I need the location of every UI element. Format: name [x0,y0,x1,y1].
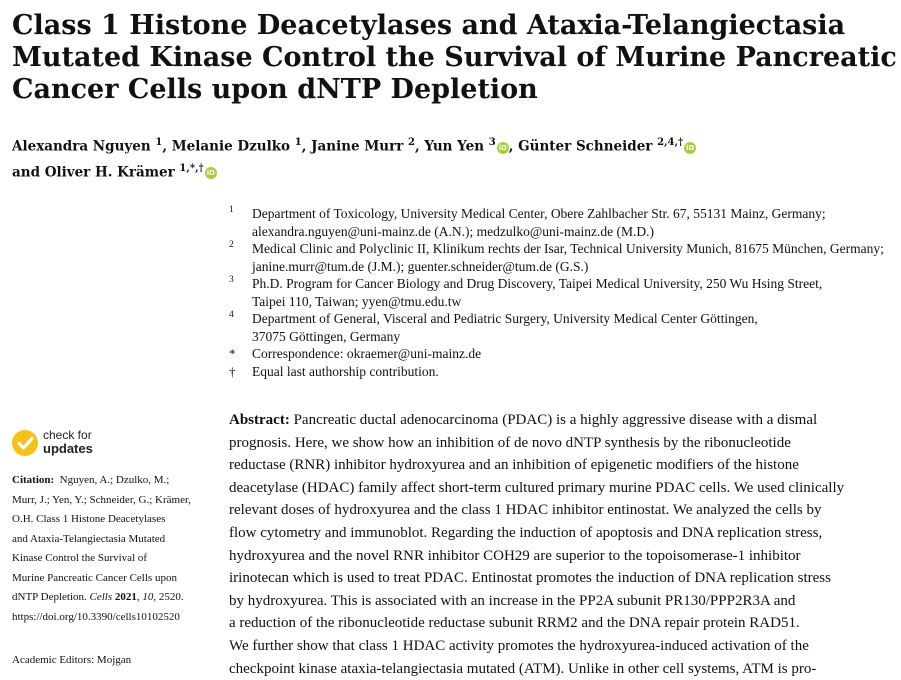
article-title [12,10,897,106]
abstract-line: We further show that class 1 HDAC activity promotes the hydroxyurea-induced activation of the [229,637,809,654]
affiliation-text[interactable]: Taipei 110, Taiwan; yyen@tmu.edu.tw [252,293,462,309]
check-updates-line2: updates [43,441,93,456]
citation-line: and Ataxia-Telangiectasia Mutated [12,532,166,545]
affiliation-text: Department of General, Visceral and Pediatric Surgery, University Medical Center Göttingen, [252,311,758,326]
abstract-section [229,409,894,680]
author-name[interactable]: Yun Yen [424,138,485,155]
abstract-line: checkpoint kinase ataxia-telangiectasia mutated (ATM). Unlike in other cell systems, ATM is pro- [229,660,817,677]
affiliation-marker: 4 [229,310,234,320]
citation-text: Nguyen, A.; Dzulko, M.; [59,474,170,486]
abstract-line: by hydroxyurea. This is associated with an increase in the PP2A subunit PR130/PPP2R3A and [229,592,796,609]
affiliation-item [229,275,894,310]
citation-line: Murine Pancreatic Cancer Cells upon [12,571,177,584]
affiliation-text[interactable]: janine.murr@tum.de (J.M.); guenter.schneider@tum.de (G.S.) [252,258,589,274]
author-name[interactable]: Alexandra Nguyen [12,138,151,155]
citation-line: O.H. Class 1 Histone Deacetylases [12,513,166,525]
author-affiliation-sup: 3 [488,137,496,148]
affiliation-item [229,205,894,240]
author-name[interactable]: Janine Murr [311,138,404,155]
affiliation-text: 37075 Göttingen, Germany [252,328,401,344]
citation-year: 2021 [114,591,137,603]
abstract-line: deacetylase (HDAC) family affect short-term cultured primary murine PDAC cells. We used clinically [229,479,845,496]
orcid-icon[interactable]: iD [206,169,215,177]
abstract-text: Pancreatic ductal adenocarcinoma (PDAC) is a highly aggressive disease with a dismal [293,412,818,428]
citation-label: Citation: [12,474,55,486]
check-for-updates-badge[interactable] [12,429,152,457]
affiliation-text[interactable]: alexandra.nguyen@uni-mainz.de (A.N.); medzulko@uni-mainz.de (M.D.) [252,223,654,239]
title-line: Mutated Kinase Control the Survival of Murine Pancreatic [12,42,897,73]
affiliation-marker: 1 [229,205,234,215]
abstract-line: reductase (RNR) inhibitor hydroxyurea and an inhibition of epigenetic modifiers of the histone [229,457,799,474]
citation-line: dNTP Depletion. Cells 2021, 10, 2520. [12,591,184,603]
author-affiliation-sup: 1 [155,137,163,148]
citation-line: Kinase Control the Survival of [12,552,148,564]
correspondence-item [229,345,894,363]
correspondence-text[interactable]: Correspondence: okraemer@uni-mainz.de [252,346,482,361]
orcid-icon[interactable]: iD [498,143,507,152]
equal-contribution-item [229,363,894,381]
affiliation-item [229,310,894,345]
abstract-line: a reduction of the ribonucleotide reductase subunit RRM2 and the DNA repair protein RAD51. [229,615,800,632]
author-name[interactable]: Günter Schneider [518,138,653,155]
author-affiliation-sup: 1 [294,137,302,148]
abstract-line: prognosis. Here, we show how an inhibition of de novo dNTP synthesis by the ribonucleotide [229,434,791,451]
abstract-line: flow cytometry and immunoblot. Regarding the induction of apoptosis and DNA replication stress, [229,524,823,541]
citation-box [12,471,212,627]
author-name[interactable]: Melanie Dzulko [171,138,291,155]
check-updates-line1: check for [43,428,92,442]
affiliation-item [229,240,894,275]
abstract-line: hydroxyurea and the novel RNR inhibitor COH29 are superior to the topoisomerase-1 inhibitor [229,547,801,564]
academic-editors: Academic Editors: Mojgan [12,654,132,666]
citation-line: Murr, J.; Yen, Y.; Schneider, G.; Krämer, [12,493,191,506]
citation-journal: Cells [89,591,113,603]
abstract-label: Abstract: [229,412,290,428]
author-affiliation-sup: 2,4,† [657,137,684,148]
title-line: Class 1 Histone Deacetylases and Ataxia-Telangiectasia [12,10,846,41]
affiliation-text: Department of Toxicology, University Medical Center, Obere Zahlbacher Str. 67, 55131 Mainz, Germany; [252,206,826,221]
author-affiliation-sup: 1,*,† [179,162,204,174]
affiliation-text: Medical Clinic and Polyclinic II, Klinikum rechts der Isar, Technical University Munich, 81675 München, Germany; [252,241,884,256]
affiliation-marker: 3 [229,275,234,285]
equal-contribution-text: Equal last authorship contribution. [252,363,439,379]
orcid-icon[interactable]: iD [686,143,695,152]
author-list [12,132,892,183]
author-line: and Oliver H. Krämer $^{1,*,\dagger}$ iD [12,162,215,180]
citation-pages: , 2520. [153,591,184,603]
abstract-line [229,409,894,432]
citation-line [12,471,212,491]
affiliation-list [229,205,894,380]
affiliation-marker: * [229,346,236,361]
author-affiliation-sup: 2 [408,137,415,148]
citation-volume: 10 [142,591,154,603]
abstract-line: irinotecan which is used to treat PDAC. Entinostat promotes the induction of DNA replication stress [229,570,831,587]
affiliation-marker: † [229,363,236,379]
affiliation-marker: 2 [229,240,234,250]
citation-text: dNTP Depletion. [12,591,87,603]
title-line: Cancer Cells upon dNTP Depletion [12,74,538,105]
abstract-line: relevant doses of hydroxyurea and the class 1 HDAC inhibitor entinostat. We analyzed the cells by [229,502,822,519]
affiliation-text: Ph.D. Program for Cancer Biology and Drug Discovery, Taipei Medical University, 250 Wu Hsing Street, [252,276,823,291]
author-name[interactable]: Oliver H. Krämer [44,164,175,180]
check-updates-icon [12,430,38,456]
author-line: Alexandra Nguyen $^1$, Melanie Dzulko $^1$, Janine Murr $^2$, Yun Yen $^3$ iD , Günter Schneider $^{2,4,\dagger}$ iD [12,137,695,155]
citation-doi-link[interactable]: https://doi.org/10.3390/cells10102520 [12,610,180,623]
